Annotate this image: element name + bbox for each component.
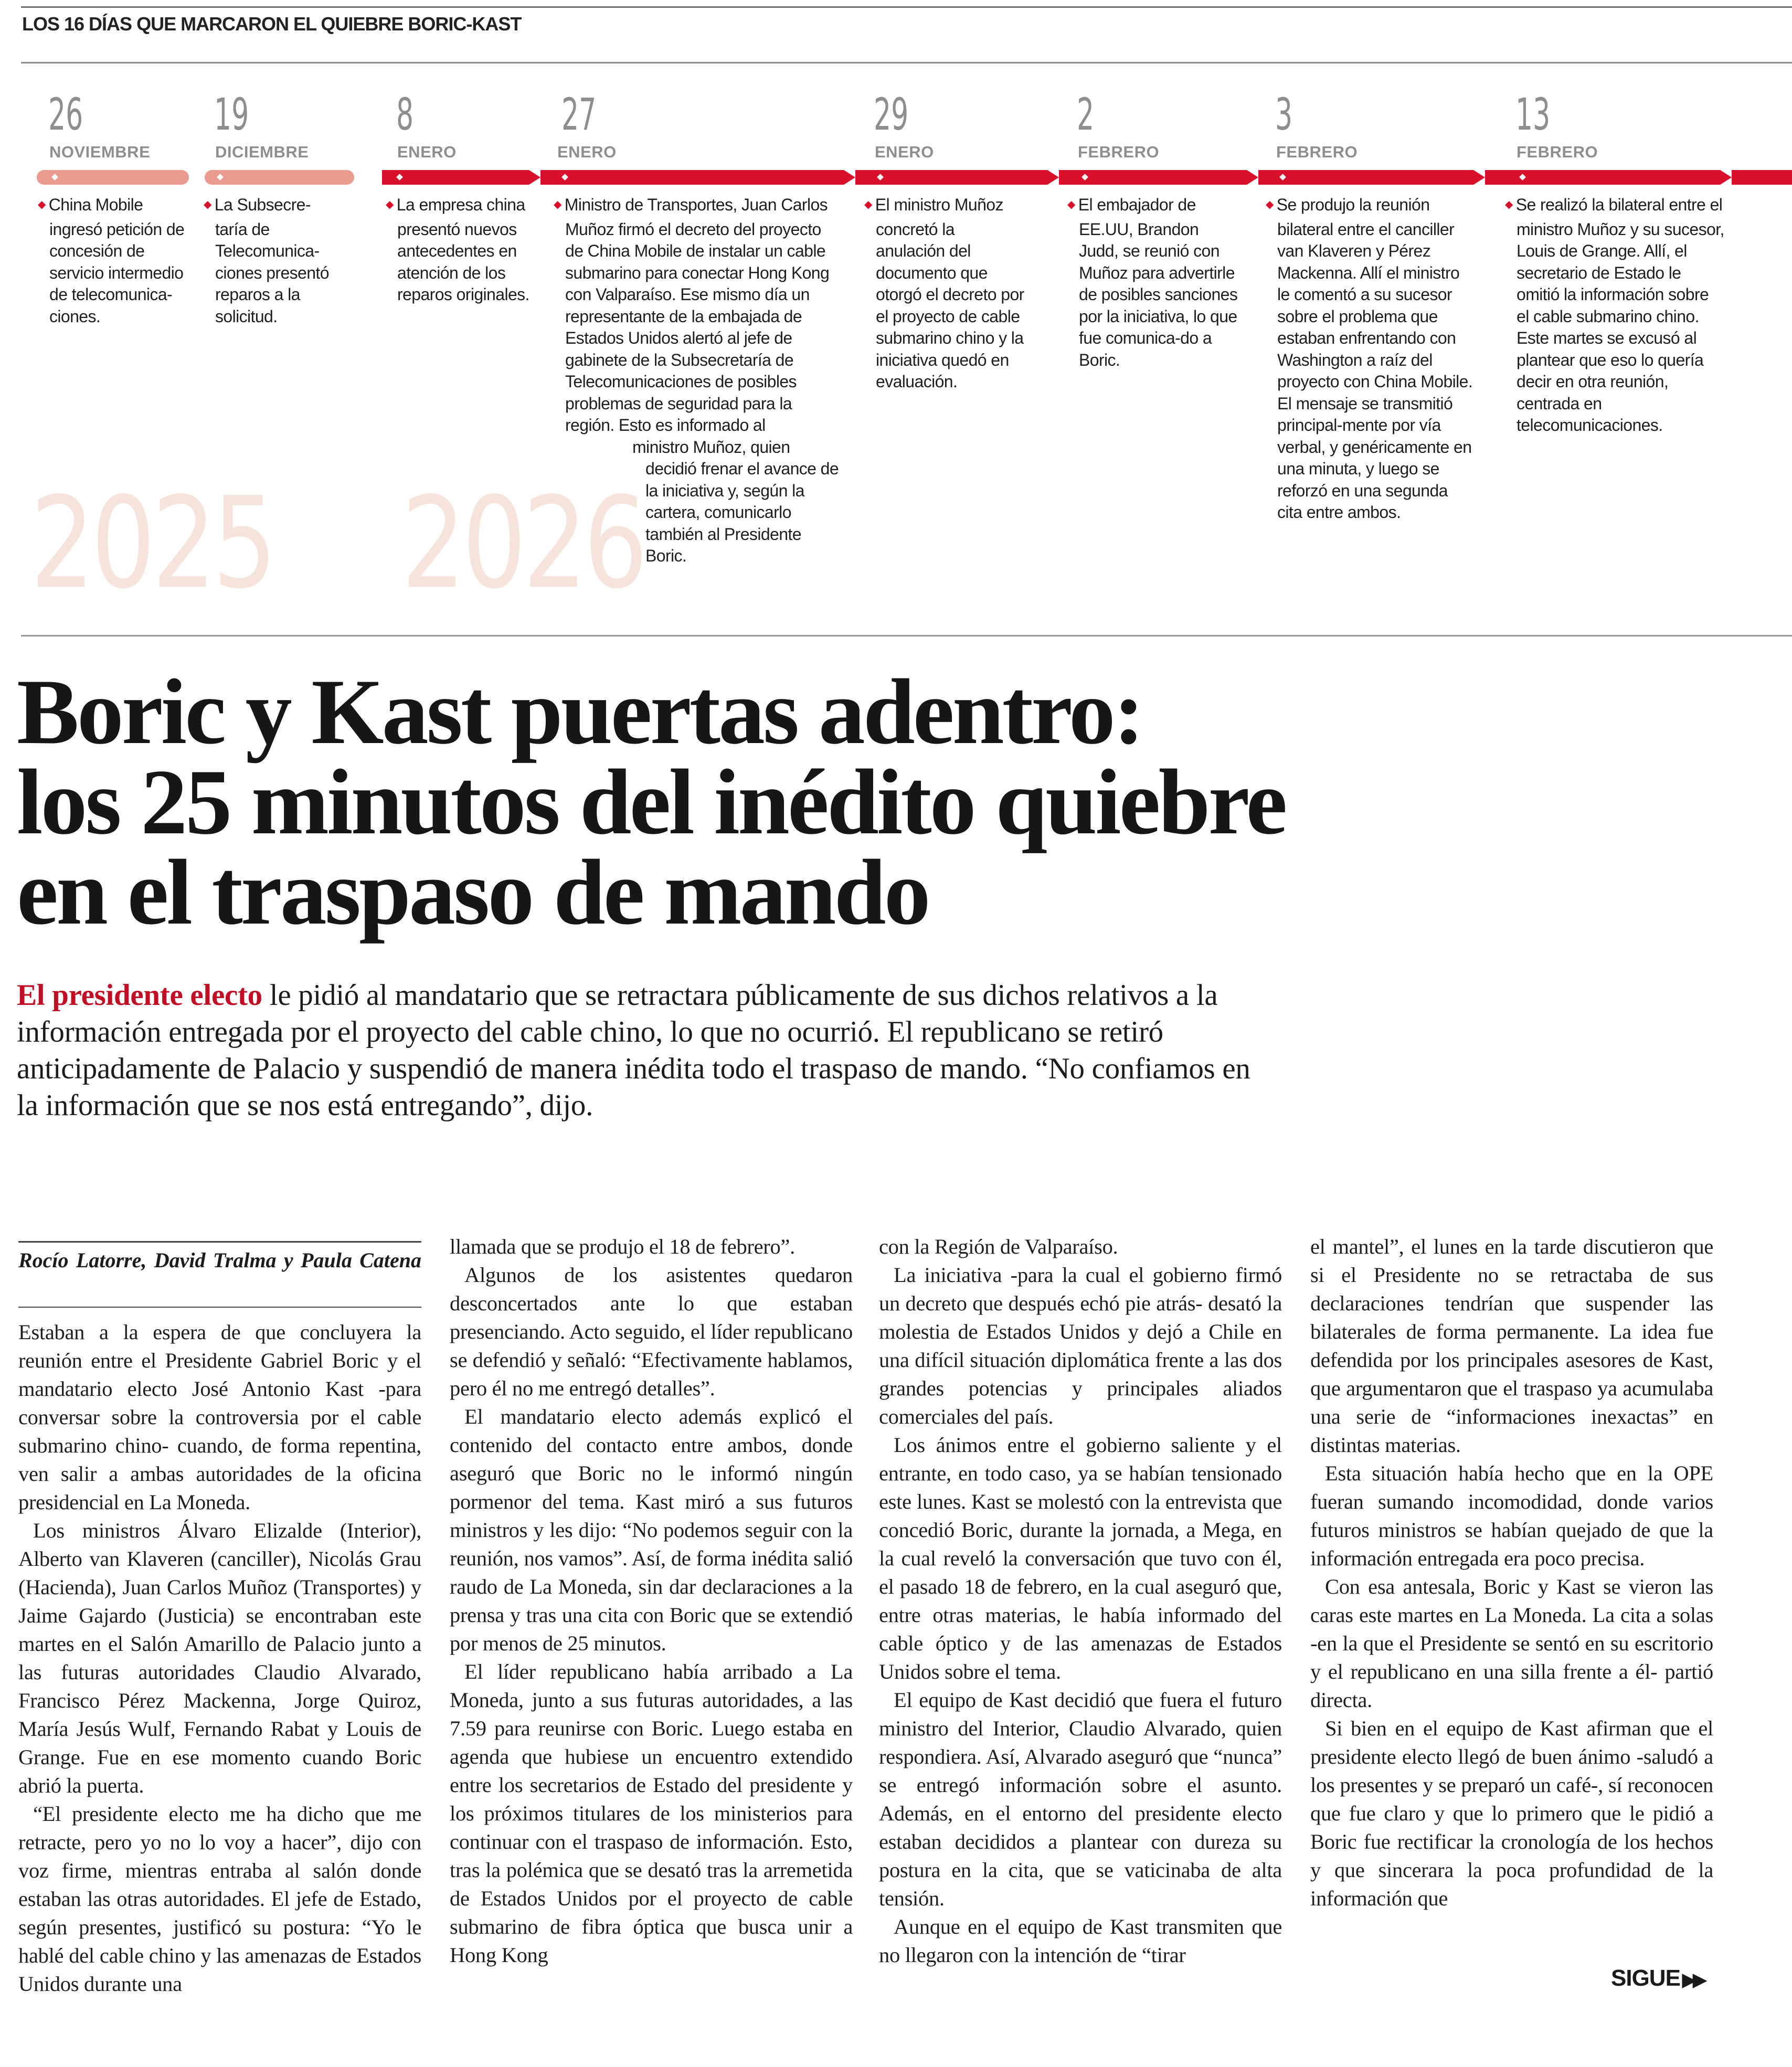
article-column-4 — [1310, 1233, 1713, 1913]
timeline-month: FEBRERO — [1517, 143, 1598, 161]
bullet-icon: ◆ — [204, 199, 211, 210]
headline — [17, 660, 1486, 944]
article-column-3 — [879, 1233, 1282, 1969]
section-top-rule — [21, 6, 1792, 8]
paragraph: El equipo de Kast decidió que fuera el futuro ministro del Interior, Claudio Alvarado, quien respondiera. Así, Alvarado aseguró que “nunca” se entregó información sobre el asunto. Además, en el entorno del presidente electo estaban decididos a plantear con dureza su postura en la cita, que se vaticinaba de alta tensión. — [879, 1688, 1282, 1910]
timeline-event-text: ◆ Se realizó la bilateral entre el ministro Muñoz y su sucesor, Louis de Grange. Allí, el secretario de Estado le omitió la información sobre el cable submarino chino. Este martes se excusó al plantear que eso lo quería decir en otra reunión, centrada en telecomunicaciones. — [1505, 195, 1724, 434]
timeline-event-text: ◆ La empresa china presentó nuevos antecedentes en atención de los reparos originales. — [386, 195, 529, 304]
bullet-icon: ◆ — [386, 199, 394, 210]
deck — [17, 977, 1276, 1124]
paragraph: el mantel”, el lunes en la tarde discutieron que si el Presidente no se retractaba de sus declaraciones tendrían que suspender las bilaterales de forma permanente. La idea fue defendida por los principales asesores de Kast, que argumentaron que el traspaso ya acumulaba una serie de “informaciones inexactas” en distintas materias. — [1310, 1235, 1713, 1457]
timeline-event-text: ◆ Se produjo la reunión bilateral entre el canciller van Klaveren y Pérez Mackenna. Allí el ministro le comentó a su sucesor sobre el problema que estaban enfrentando con Washington a raíz del proyecto con China Mobile. El mensaje se transmitió principal-mente por vía verbal, y genéricamente en una minuta, y luego se reforzó en una segunda cita entre ambos. — [1266, 195, 1473, 522]
paragraph: Si bien en el equipo de Kast afirman que el presidente electo llegó de buen ánimo -saludó a los presentes y se preparó un café-, sí reconocen que fue claro y que lo primero que le pidió a Boric fue rectificar la cronología de los hechos y que sincerara la poca profundidad de la información que — [1310, 1716, 1713, 1910]
headline-line: en el traspaso de mando — [17, 840, 929, 944]
paragraph: Esta situación había hecho que en la OPE fueran sumando incomodidad, donde varios futuros ministros se habían quejado de que la información entregada era poco precisa. — [1310, 1461, 1713, 1570]
paragraph: Algunos de los asistentes quedaron desconcertados ante lo que estaban presenciando. Acto seguido, el líder republicano se defendió y señaló: “Efectivamente hablamos, pero él no me entregó detalles”. — [450, 1263, 853, 1400]
timeline-event-text: ◆ Ministro de Transportes, Juan Carlos Muñoz firmó el decreto del proyecto de China Mobile de instalar un cable submarino para conectar Hong Kong con Valparaíso. Ese mismo día un representante de la embajada de Estados Unidos alertó al jefe de gabinete de la Subsecretaría de Telecomunicaciones de posibles problemas de seguridad para la región. Esto es informado al ministro Muñoz, quien decidió frenar el avance de la iniciativa y, según la cartera, comunicarlo también al Presidente Boric. — [554, 195, 839, 565]
timeline-day: 3 — [1275, 89, 1293, 140]
bullet-icon: ◆ — [1266, 199, 1274, 210]
year-watermark-2026: 2026 — [401, 470, 645, 617]
paragraph: La iniciativa -para la cual el gobierno firmó un decreto que después echó pie atrás- desató la molestia de Estados Unidos y dejó a Chile en una difícil situación diplomática frente a las dos grandes potencias y principales aliados comerciales del país. — [879, 1263, 1282, 1428]
byline-rule — [18, 1241, 421, 1243]
section-rule — [21, 62, 1792, 63]
bullet-icon: ◆ — [554, 199, 561, 210]
paragraph: con la Región de Valparaíso. — [879, 1235, 1118, 1258]
timeline-bar-2025-a — [37, 170, 189, 185]
timeline-event-text: ◆ China Mobile ingresó petición de concesión de servicio intermedio de telecomunica-ciones. — [38, 195, 185, 326]
paragraph: “El presidente electo me ha dicho que me retracte, pero yo no lo voy a hacer”, dijo con voz firme, mientras entraba al salón donde estaban las otras autoridades. El jefe de Estado, según presentes, justificó su postura: “Yo le hablé del cable chino y las amenazas de Estados Unidos durante una — [18, 1802, 421, 1996]
deck-text: le pidió al mandatario que se retractara públicamente de sus dichos relativos a la información entregada por el proyecto del cable chino, lo que no ocurrió. El republicano se retiró anticipadamente de Palacio y suspendió de manera inédita todo el traspaso de mando. “No confiamos en la información que se nos está entregando”, dijo. — [17, 979, 1250, 1122]
timeline-month: NOVIEMBRE — [49, 143, 151, 161]
timeline-bar-2-febrero — [1059, 170, 1258, 185]
section-title: LOS 16 DÍAS QUE MARCARON EL QUIEBRE BORIC-KAST — [22, 13, 522, 35]
timeline-day: 19 — [214, 89, 249, 140]
deck-lead: El presidente electo — [17, 979, 262, 1012]
timeline-day: 2 — [1077, 89, 1095, 140]
paragraph: Los ministros Álvaro Elizalde (Interior), Alberto van Klaveren (canciller), Nicolás Grau (Hacienda), Juan Carlos Muñoz (Transportes) y Jaime Gajardo (Justicia) se encontraban este martes en el Salón Amarillo de Palacio junto a las futuras autoridades Claudio Alvarado, Francisco Pérez Mackenna, Jorge Quiroz, María Jesús Wulf, Fernando Rabat y Louis de Grange. Fue en ese momento cuando Boric abrió la puerta. — [18, 1519, 421, 1797]
paragraph: Estaban a la espera de que concluyera la reunión entre el Presidente Gabriel Boric y el mandatario electo José Antonio Kast -para conversar sobre la controversia por el cable submarino chino- cuando, de forma repentina, ven salir a ambas autoridades de la oficina presidencial en La Moneda. — [18, 1320, 421, 1514]
headline-line: Boric y Kast puertas adentro: — [17, 660, 1143, 764]
headline-line: los 25 minutos del inédito quiebre — [17, 750, 1286, 854]
paragraph: El líder republicano había arribado a La Moneda, junto a sus futuras autoridades, a las 7.59 para reunirse con Boric. Luego estaba en agenda que hubiese un encuentro extendido entre los secretarios de Estado del presidente y los próximos titulares de los ministerios para continuar con el traspaso de información. Esto, tras la polémica que se desató tras la arremetida de Estados Unidos por el proyecto de cable submarino de fibra óptica que busca unir a Hong Kong — [450, 1660, 853, 1967]
timeline-bar-end — [1732, 170, 1792, 185]
timeline-event-text: ◆ El ministro Muñoz concretó la anulación del documento que otorgó el decreto por el proyecto de cable submarino chino y la iniciativa quedó en evaluación. — [864, 195, 1024, 391]
timeline-bar-8-enero — [382, 170, 540, 185]
timeline-event-text: ◆ La Subsecre-taría de Telecomunica-ciones presentó reparos a la solicitud. — [204, 195, 329, 326]
continue-label: SIGUE — [1611, 1965, 1680, 1991]
paragraph: llamada que se produjo el 18 de febrero”. — [450, 1235, 795, 1258]
timeline-day: 26 — [48, 89, 83, 140]
timeline-bar-3-febrero — [1258, 170, 1485, 185]
article-column-1 — [18, 1318, 421, 1998]
continue-marker — [1611, 1965, 1703, 1991]
paragraph: El mandatario electo además explicó el contenido del contacto entre ambos, donde aseguró que Boric no le informó ningún pormenor del tema. Kast miró a sus futuros ministros y les dijo: “No podemos seguir con la reunión, nos vamos”. Así, de forma inédita salió raudo de La Moneda, sin dar declaraciones a la prensa y tras una cita con Boric que se extendió por menos de 25 minutos. — [450, 1405, 853, 1655]
timeline-bar-2025-b — [205, 170, 354, 185]
timeline-month: FEBRERO — [1078, 143, 1160, 161]
timeline-bar-27-enero — [540, 170, 855, 185]
article-column-2 — [450, 1233, 853, 1969]
bullet-icon: ◆ — [864, 199, 872, 210]
timeline-day: 8 — [396, 89, 414, 140]
paragraph: Aunque en el equipo de Kast transmiten que no llegaron con la intención de “tirar — [879, 1915, 1282, 1967]
timeline-month: FEBRERO — [1276, 143, 1358, 161]
continue-arrow-icon: ▶▶ — [1682, 1970, 1704, 1990]
bullet-icon: ◆ — [38, 199, 46, 210]
timeline-month: ENERO — [875, 143, 934, 161]
timeline-month: ENERO — [397, 143, 457, 161]
timeline-day: 27 — [561, 89, 597, 140]
timeline-day: 29 — [874, 89, 909, 140]
timeline-month: DICIEMBRE — [215, 143, 309, 161]
bullet-icon: ◆ — [1067, 199, 1075, 210]
byline: Rocío Latorre, David Tralma y Paula Catena — [18, 1248, 421, 1272]
byline-rule — [18, 1307, 421, 1308]
timeline-bar-29-enero — [855, 170, 1059, 185]
bullet-icon: ◆ — [1505, 199, 1513, 210]
timeline-day: 13 — [1515, 89, 1551, 140]
timeline-month: ENERO — [557, 143, 617, 161]
timeline-event-text: ◆ El embajador de EE.UU, Brandon Judd, se reunió con Muñoz para advertirle de posibles sanciones por la iniciativa, lo que fue comunica-do a Boric. — [1067, 195, 1238, 369]
timeline-bottom-rule — [21, 635, 1792, 637]
year-watermark-2025: 2025 — [30, 470, 274, 617]
paragraph: Con esa antesala, Boric y Kast se vieron las caras este martes en La Moneda. La cita a solas -en la que el Presidente se sentó en su escritorio y el republicano en una silla frente a él- partió directa. — [1310, 1575, 1713, 1712]
paragraph: Los ánimos entre el gobierno saliente y el entrante, en todo caso, ya se habían tensionado este lunes. Kast se molestó con la entrevista que concedió Boric, durante la jornada, a Mega, en la cual reveló la conversación que tuvo con él, el pasado 18 de febrero, en la cual aseguró que, entre otras materias, le había informado del cable óptico y de las amenazas de Estados Unidos sobre el tema. — [879, 1433, 1282, 1683]
